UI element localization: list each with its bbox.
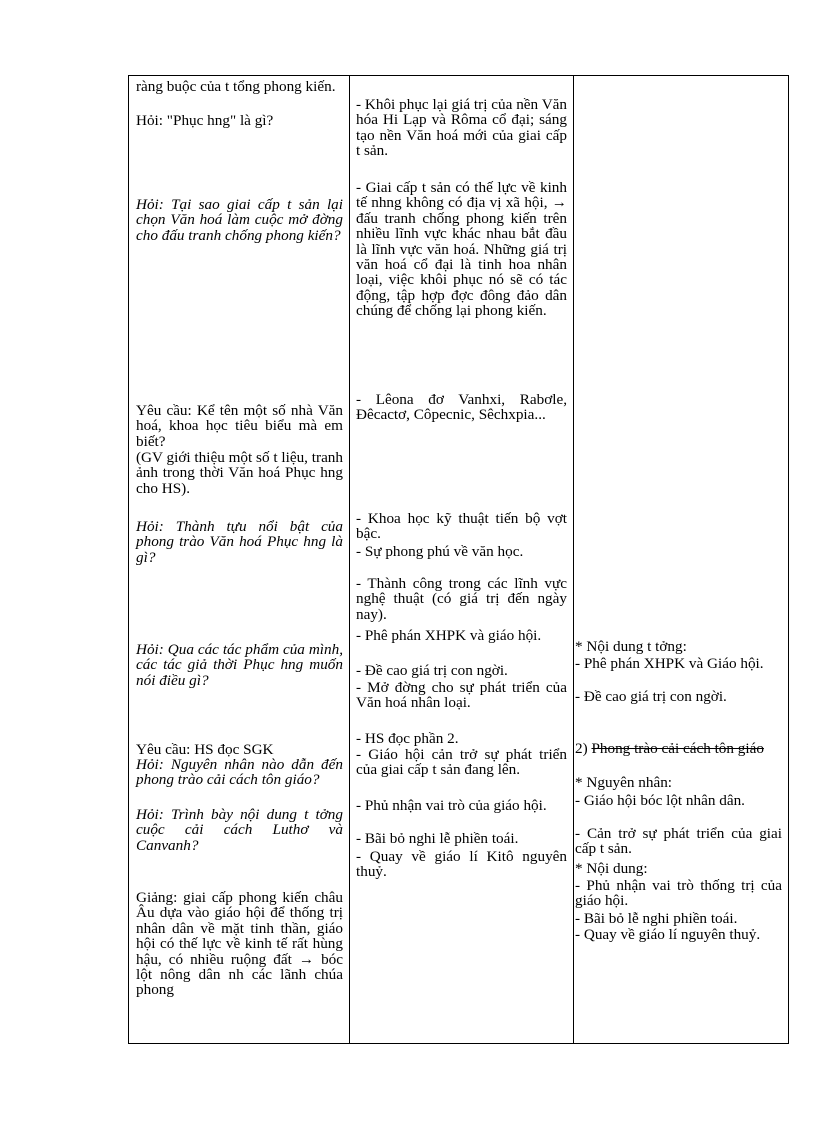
text-block: - Lêona đơ Vanhxi, Rabơle, Đêcactơ, Côpecnic, Sêchxpia... — [356, 391, 567, 424]
heading: * Nội dung t tởng: — [575, 638, 687, 655]
question: Hỏi: "Phục hng" là gì? — [136, 112, 274, 129]
heading: * Nguyên nhân: — [575, 774, 673, 791]
text-block: - Cản trở sự phát triển của giai cấp t sản. — [575, 825, 782, 858]
text-block: - HS đọc phần 2. — [356, 730, 459, 747]
text-block: - Mở đờng cho sự phát triển của Văn hoá nhân loại. — [356, 679, 567, 712]
section-heading: 2) Phong trào cải cách tôn giáo — [575, 740, 764, 757]
question: Hỏi: Tại sao giai cấp t sản lại chọn Văn hoá làm cuộc mở đờng cho đấu tranh chống phong kiến? — [136, 196, 343, 244]
question: Hỏi: Qua các tác phẩm của mình, các tác giả thời Phục hng muốn nói điều gì? — [136, 641, 343, 689]
text-block: - Thành công trong các lĩnh vực nghệ thuật (có giá trị đến ngày nay). — [356, 575, 567, 623]
text-block: - Giáo hội bóc lột nhân dân. — [575, 792, 745, 809]
text-block: - Giai cấp t sản có thế lực về kinh tế nhng không có địa vị xã hội, → đấu tranh chống phong kiến trên nhiều lĩnh vực khác nhau bắt đầu là lĩnh vực văn hoá. Những giá trị văn hoá cổ đại là tinh hoa nhân loại, việc khôi phục nó sẽ có tác động, tập hợp đợc đông đảo dân chúng để chống lại phong kiến. — [356, 179, 567, 320]
text-block: - Quay về giáo lí nguyên thuỷ. — [575, 926, 761, 943]
request: Yêu cầu: Kể tên một số nhà Văn hoá, khoa học tiêu biểu mà em biết? — [136, 402, 343, 450]
text-block: - Quay về giáo lí Kitô nguyên thuỷ. — [356, 848, 567, 881]
question: Hỏi: Thành tựu nổi bật của phong trào Văn hoá Phục hng là gì? — [136, 518, 343, 566]
text-block: - Sự phong phú về văn học. — [356, 543, 524, 560]
text-block: (GV giới thiệu một số t liệu, tranh ảnh trong thời Văn hoá Phục hng cho HS). — [136, 449, 343, 497]
question: Hỏi: Nguyên nhân nào dẫn đến phong trào cải cách tôn giáo? — [136, 756, 343, 789]
text-block: - Bãi bỏ nghi lễ phiền toái. — [356, 830, 519, 847]
text-block: - Đề cao giá trị con ngời. — [575, 688, 727, 705]
text-block: - Phủ nhận vai trò của giáo hội. — [356, 797, 547, 814]
text-block: - Khoa học kỹ thuật tiến bộ vợt bậc. — [356, 510, 567, 543]
text-block: - Phê phán XHPK và Giáo hội. — [575, 655, 764, 672]
summary-column — [573, 76, 788, 1043]
request: Yêu cầu: HS đọc SGK — [136, 741, 274, 758]
text-block: - Đề cao giá trị con ngời. — [356, 662, 508, 679]
text-block: ràng buộc của t tổng phong kiến. — [136, 78, 336, 95]
lesson-table — [128, 75, 789, 1044]
text-block: - Khôi phục lại giá trị của nền Văn hóa Hi Lạp và Rôma cổ đại; sáng tạo nền Văn hoá mới của giai cấp t sản. — [356, 96, 567, 160]
text-block: Giảng: giai cấp phong kiến châu Âu dựa vào giáo hội để thống trị nhân dân về mặt tinh thần, giáo hội có thế lực về kinh tế rất hùng hậu, có nhiều ruộng đất → bóc lột nông dân nh các lãnh chúa phong — [136, 889, 343, 999]
text-block: - Phê phán XHPK và giáo hội. — [356, 627, 542, 644]
question: Hỏi: Trình bày nội dung t tởng cuộc cải cách Luthơ và Canvanh? — [136, 806, 343, 854]
heading: * Nội dung: — [575, 860, 648, 877]
text-block: - Bãi bỏ lễ nghi phiền toái. — [575, 910, 738, 927]
text-block: - Giáo hội cản trở sự phát triển của giai cấp t sản đang lên. — [356, 746, 567, 779]
student-activity-column — [349, 76, 574, 1043]
text-block: - Phủ nhận vai trò thống trị của giáo hội. — [575, 877, 782, 910]
teacher-activity-column — [129, 76, 350, 1043]
section-title: Phong trào cải cách tôn giáo — [591, 740, 764, 757]
